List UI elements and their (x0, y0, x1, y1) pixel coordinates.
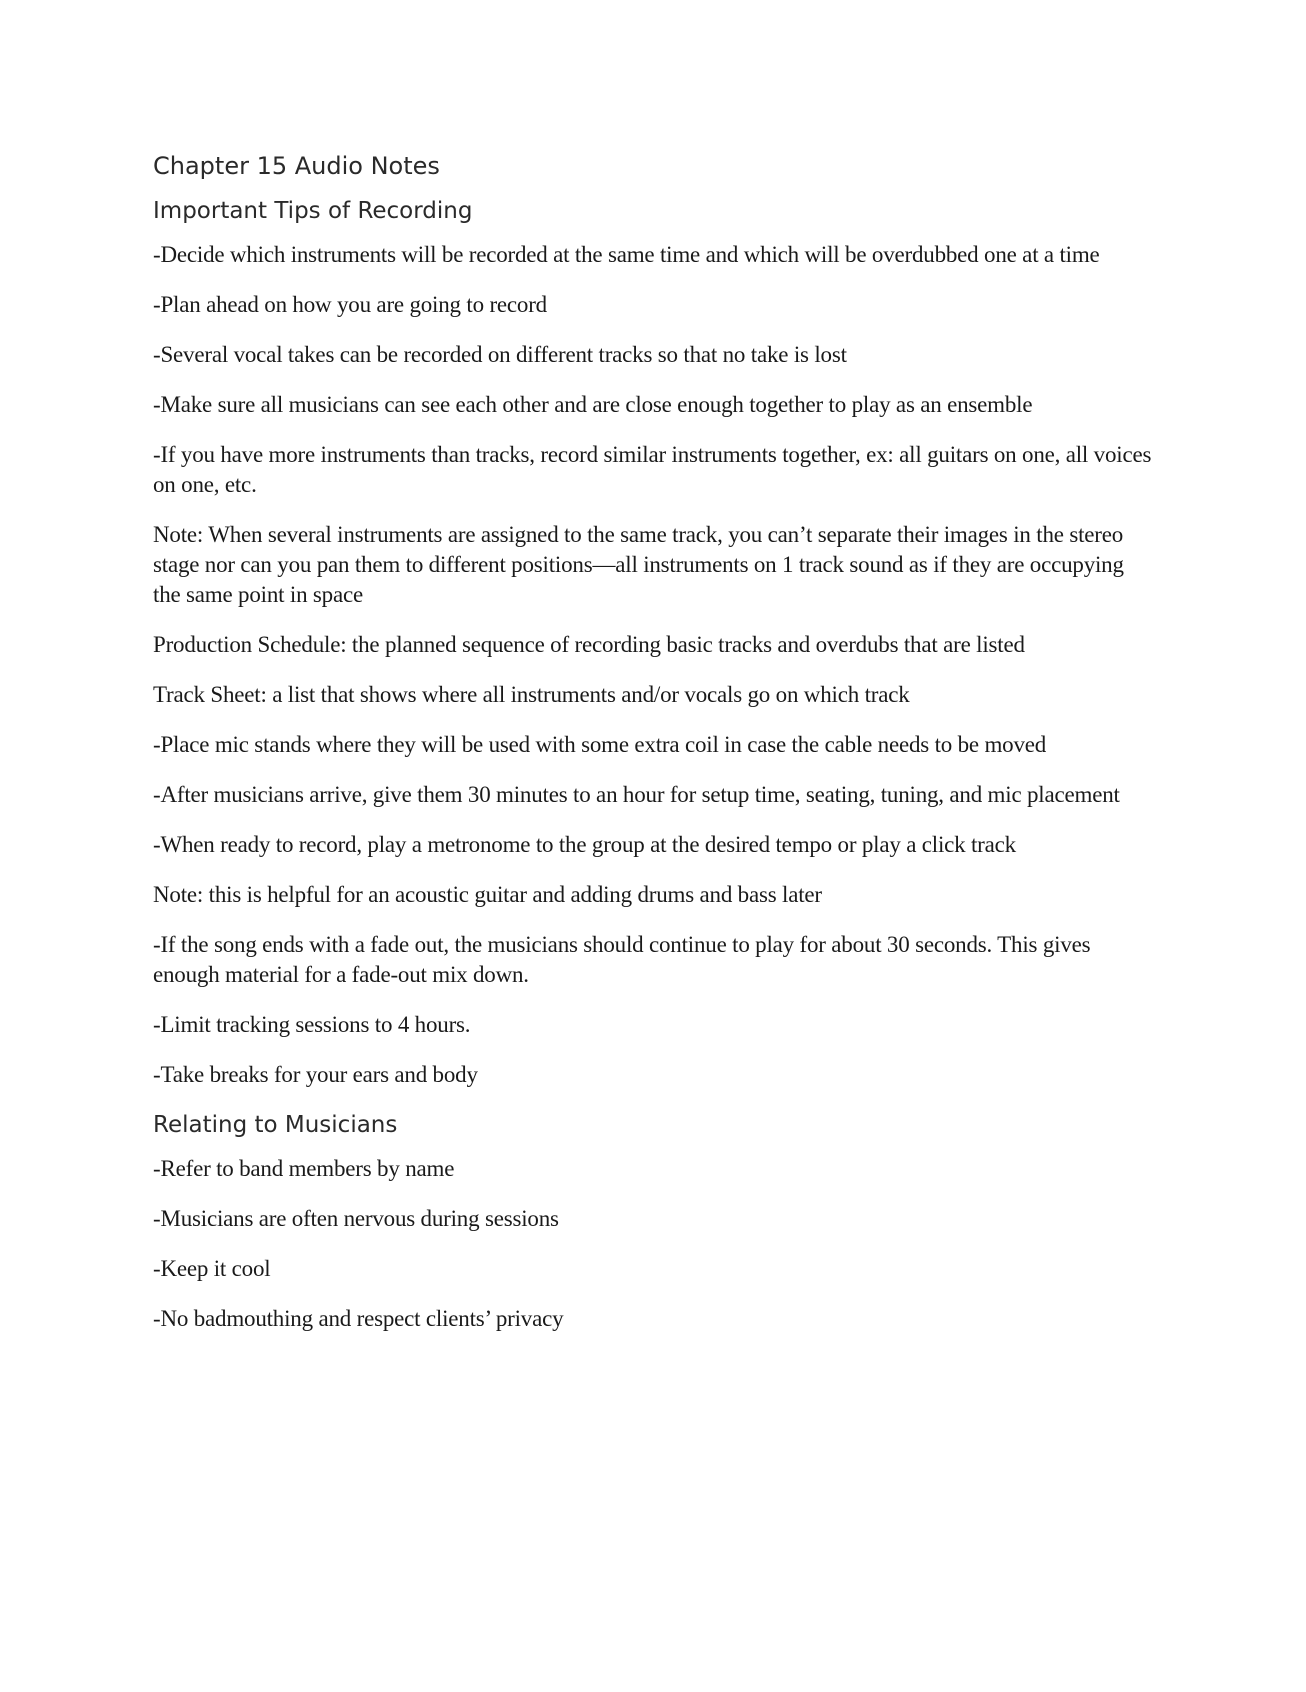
paragraph: -Make sure all musicians can see each other and are close enough together to play as an ensemble (153, 392, 1033, 417)
document-page (153, 150, 1153, 1354)
paragraph: -If the song ends with a fade out, the musicians should continue to play for about 30 seconds. This gives enough material for a fade-out mix down. (153, 932, 1091, 987)
paragraph: -Keep it cool (153, 1256, 271, 1281)
paragraph: -Plan ahead on how you are going to record (153, 292, 547, 317)
section-heading-relating-to-musicians: Relating to Musicians (153, 1112, 398, 1138)
paragraph: -Place mic stands where they will be used with some extra coil in case the cable needs to be moved (153, 732, 1047, 757)
paragraph: -Decide which instruments will be recorded at the same time and which will be overdubbed one at a time (153, 242, 1100, 267)
paragraph: -After musicians arrive, give them 30 minutes to an hour for setup time, seating, tuning, and mic placement (153, 782, 1120, 807)
paragraph: -Several vocal takes can be recorded on different tracks so that no take is lost (153, 342, 847, 367)
paragraph: -No badmouthing and respect clients’ privacy (153, 1306, 564, 1331)
paragraph: -When ready to record, play a metronome to the group at the desired tempo or play a click track (153, 832, 1016, 857)
paragraph: -Refer to band members by name (153, 1156, 455, 1181)
paragraph: -Musicians are often nervous during sessions (153, 1206, 559, 1231)
paragraph: -Take breaks for your ears and body (153, 1062, 478, 1087)
section-heading-recording-tips: Important Tips of Recording (153, 198, 473, 224)
note-paragraph: Note: When several instruments are assigned to the same track, you can’t separate their images in the stereo stage nor can you pan them to different positions—all instruments on 1 track sound as if they are occupying the same point in space (153, 522, 1124, 607)
paragraph: -If you have more instruments than tracks, record similar instruments together, ex: all guitars on one, all voices on one, etc. (153, 442, 1152, 497)
definition-production-schedule: Production Schedule: the planned sequence of recording basic tracks and overdubs that are listed (153, 632, 1025, 657)
paragraph: -Limit tracking sessions to 4 hours. (153, 1012, 471, 1037)
document-title: Chapter 15 Audio Notes (153, 152, 440, 180)
note-paragraph: Note: this is helpful for an acoustic guitar and adding drums and bass later (153, 882, 822, 907)
definition-track-sheet: Track Sheet: a list that shows where all instruments and/or vocals go on which track (153, 682, 910, 707)
